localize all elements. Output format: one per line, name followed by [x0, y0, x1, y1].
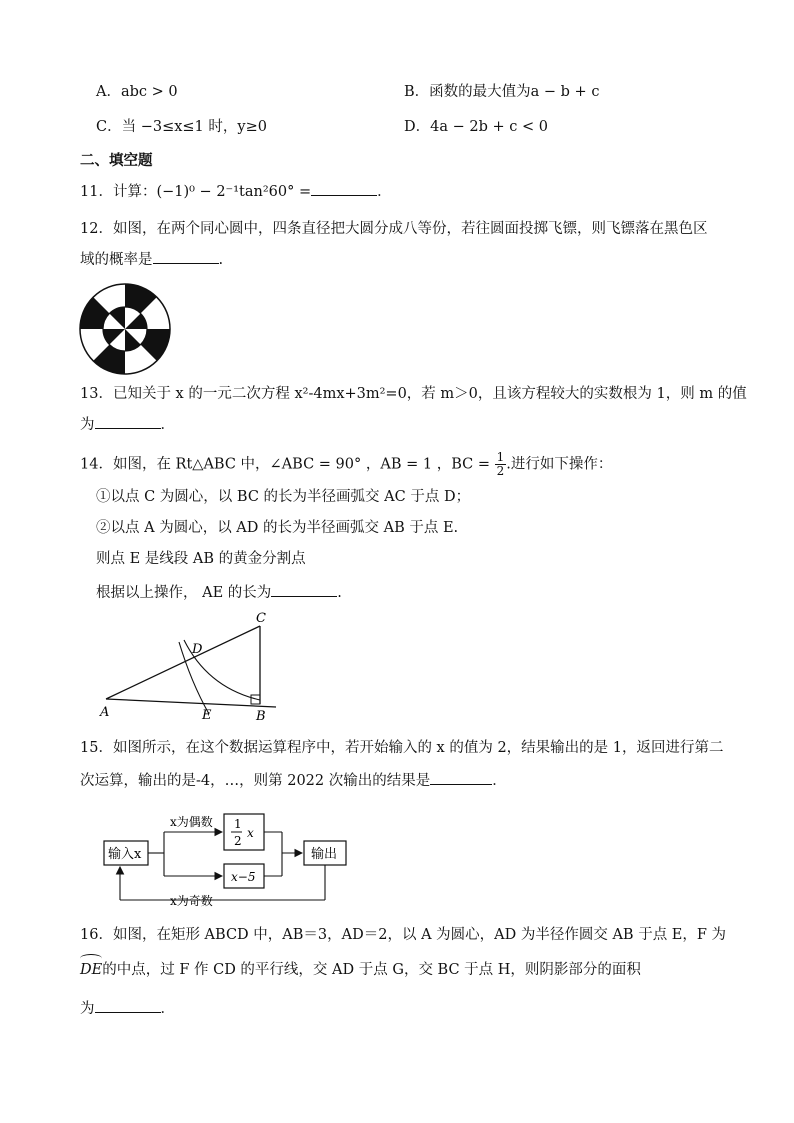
- q15-line2: 次运算，输出的是-4，…，则第 2022 次输出的结果是 ．: [80, 769, 507, 791]
- odd-label: x为奇数: [170, 894, 213, 908]
- svg-text:x−5: x−5: [231, 870, 256, 884]
- input-label: 输入x: [108, 847, 142, 862]
- q12-line2: 域的概率是 .: [80, 248, 223, 270]
- fraction-one-half: $\frac{1}{2}$: [496, 450, 505, 478]
- question-11: 11．计算：(−1)⁰ − 2⁻¹tan²60° = ．: [80, 180, 392, 202]
- q13-line1: 13．已知关于 x 的一元二次方程 x²-4mx+3m²=0，若 m＞0，且该方程较大的实数根为 1，则 m 的值: [80, 386, 747, 402]
- q16-line3: 为 ．: [80, 997, 175, 1019]
- q14-step2: ②以点 A 为圆心，以 AD 的长为半径画弧交 AB 于点 E.: [96, 520, 459, 536]
- output-label: 输出: [311, 847, 338, 862]
- svg-text:1: 1: [234, 817, 242, 831]
- section-title: 二、填空题: [80, 153, 153, 169]
- q11-text: 11．计算：(−1)⁰ − 2⁻¹tan²60° =: [80, 184, 312, 200]
- q13-line2: 为 ．: [80, 413, 175, 435]
- option-a: A．abc > 0: [96, 84, 178, 100]
- answer-blank: [271, 581, 337, 597]
- label-c: C: [256, 611, 266, 626]
- answer-blank: [311, 180, 377, 196]
- q14-step1: ①以点 C 为圆心，以 BC 的长为半径画弧交 AC 于点 D；: [96, 489, 471, 505]
- triangle-figure: [96, 610, 286, 722]
- q12-line1: 12．如图，在两个同心圆中，四条直径把大圆分成八等份，若往圆面投掷飞镖，则飞镖落在黑色区: [80, 221, 708, 237]
- answer-blank: [153, 248, 219, 264]
- option-d: D．4a − 2b + c < 0: [404, 119, 548, 135]
- label-b: B: [256, 709, 266, 722]
- option-c: C．当 −3≤x≤1 时，y≥0: [96, 119, 267, 135]
- svg-text:x: x: [247, 826, 254, 840]
- answer-blank: [430, 769, 492, 785]
- option-b: B．函数的最大值为a − b + c: [404, 84, 600, 100]
- flowchart-figure: [100, 808, 360, 912]
- q14-step3: 则点 E 是线段 AB 的黄金分割点: [96, 551, 306, 567]
- label-d: D: [192, 642, 203, 657]
- even-label: x为偶数: [170, 815, 213, 829]
- answer-blank: [95, 997, 161, 1013]
- q14-intro: 14．如图，在 Rt△ABC 中，∠ABC = 90° ，AB = 1 ，BC = $\frac{1}{2}$ .进行如下操作：: [80, 450, 613, 478]
- dartboard-figure: [78, 282, 172, 376]
- q15-line1: 15．如图所示，在这个数据运算程序中，若开始输入的 x 的值为 2，结果输出的是 1，返回进行第二: [80, 740, 724, 756]
- label-e: E: [202, 708, 212, 722]
- svg-text:2: 2: [234, 834, 242, 848]
- segment-ac: [106, 626, 260, 699]
- q16-line1: 16．如图，在矩形 ABCD 中，AB＝3，AD＝2，以 A 为圆心，AD 为半径作圆交 AB 于点 E，F 为: [80, 927, 727, 943]
- half-box: [224, 814, 264, 850]
- q16-line2: DE的中点，过 F 作 CD 的平行线，交 AD 于点 G，交 BC 于点 H，则阴影部分的面积: [80, 960, 641, 980]
- q14-ask: 根据以上操作， AE 的长为 .: [96, 581, 342, 603]
- arc-de: DE: [80, 960, 102, 980]
- label-a: A: [100, 705, 110, 720]
- answer-blank: [95, 413, 161, 429]
